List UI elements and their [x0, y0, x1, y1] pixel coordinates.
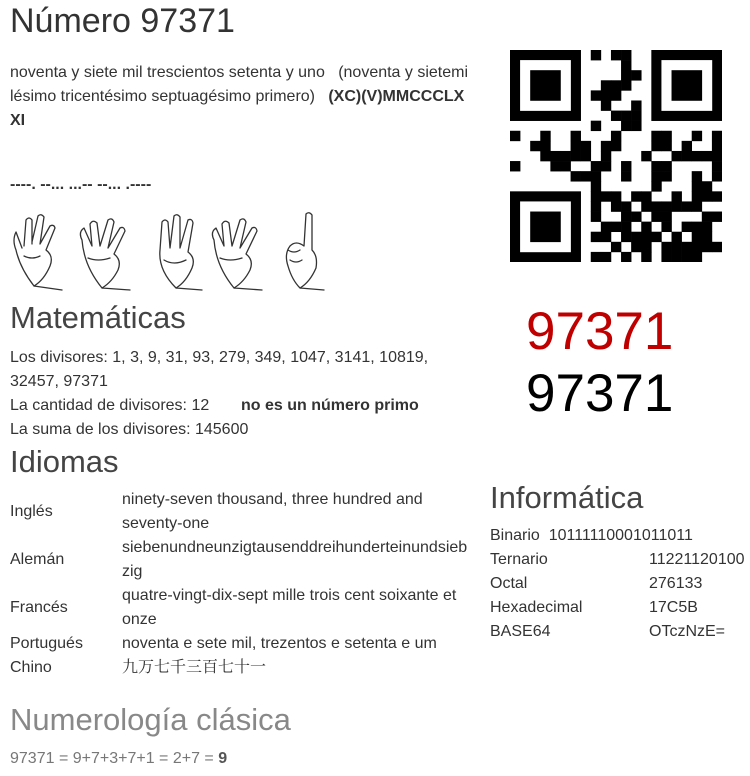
prime-status: no es un número primo [241, 397, 419, 414]
big-number-black: 97371 [526, 364, 674, 423]
hexadecimal-label: Hexadecimal [490, 599, 583, 616]
qr-module [631, 70, 641, 80]
qr-module [591, 161, 601, 171]
qr-module [621, 212, 631, 222]
qr-module [641, 222, 651, 232]
language-text: quatre-vingt-dix-sept mille trois cent soixante et onze [122, 587, 457, 628]
qr-module [540, 141, 550, 151]
qr-module [661, 252, 671, 262]
qr-module [702, 191, 712, 201]
divisors-line [10, 346, 480, 394]
octal-row [490, 572, 745, 596]
qr-module [601, 232, 611, 242]
qr-module [712, 191, 722, 201]
hand-nine-icon [14, 215, 62, 290]
qr-module [641, 151, 651, 161]
qr-module [591, 201, 601, 211]
qr-module [661, 242, 671, 252]
qr-module [692, 171, 702, 181]
qr-module [510, 161, 520, 171]
qr-module [621, 201, 631, 211]
qr-module [601, 141, 611, 151]
qr-module [601, 80, 611, 90]
divisors-label: Los divisores: [10, 349, 108, 366]
hand-seven-icon [212, 219, 262, 290]
binary-value: 10111110001011011 [548, 527, 693, 544]
qr-module [631, 100, 641, 110]
binary-label: Binario [490, 527, 540, 544]
languages-table [10, 488, 472, 680]
qr-module [651, 212, 661, 222]
qr-module [702, 212, 712, 222]
qr-module [611, 141, 621, 151]
qr-module [631, 212, 641, 222]
qr-module [651, 161, 661, 171]
qr-module [672, 242, 682, 252]
language-row [10, 656, 472, 680]
hand-signs [10, 210, 330, 292]
ordinal-words: (noventa y sietemi lésimo tricentésimo septuagésimo primero) [10, 64, 469, 105]
qr-module [651, 131, 661, 141]
qr-module [571, 171, 581, 181]
morse-code: ----. --... ...-- --... .---- [10, 176, 152, 193]
qr-module [611, 201, 621, 211]
qr-module [530, 141, 540, 151]
hand-three-icon [160, 215, 202, 290]
language-text: noventa e sete mil, trezentos e setenta e um [122, 635, 437, 652]
qr-module [601, 90, 611, 100]
qr-module [682, 222, 692, 232]
qr-module [712, 242, 722, 252]
numerology-line [10, 747, 227, 771]
divisor-count-label: La cantidad de divisores: [10, 397, 187, 414]
qr-module [682, 141, 692, 151]
qr-module [682, 201, 692, 211]
qr-module [611, 90, 621, 100]
qr-module [712, 212, 722, 222]
language-row [10, 632, 472, 656]
qr-module [621, 252, 631, 262]
numerology-heading: Numerología clásica [10, 702, 291, 737]
qr-module [560, 151, 570, 161]
numerology-expression: 97371 = 9+7+3+7+1 = 2+7 = [10, 750, 219, 767]
qr-module [601, 252, 611, 262]
qr-module [682, 242, 692, 252]
qr-code [510, 50, 722, 262]
qr-module [621, 222, 631, 232]
qr-module [682, 151, 692, 161]
number-words [10, 61, 475, 133]
qr-module [641, 191, 651, 201]
qr-module [611, 111, 621, 121]
qr-module [631, 191, 641, 201]
qr-module [692, 131, 702, 141]
qr-code-image [510, 50, 722, 262]
qr-module [571, 131, 581, 141]
ternary-label: Ternario [490, 551, 548, 568]
qr-module [601, 222, 611, 232]
qr-module [641, 252, 651, 262]
qr-module [651, 232, 661, 242]
qr-module [621, 121, 631, 131]
qr-module [672, 232, 682, 242]
qr-module [571, 151, 581, 161]
hand-one-icon [286, 213, 324, 290]
qr-module [631, 242, 641, 252]
qr-module [631, 121, 641, 131]
qr-module [651, 181, 661, 191]
qr-module [591, 171, 601, 181]
qr-module [672, 70, 703, 101]
qr-module [672, 151, 682, 161]
language-row [10, 488, 472, 536]
qr-module [581, 151, 591, 161]
qr-module [692, 252, 702, 262]
qr-module [621, 70, 631, 80]
languages-heading: Idiomas [10, 444, 119, 479]
qr-module [621, 60, 631, 70]
qr-module [692, 201, 702, 211]
qr-module [540, 131, 550, 141]
hand-sign-icons [10, 210, 330, 292]
qr-module [591, 191, 601, 201]
qr-module [540, 151, 550, 161]
qr-module [611, 191, 621, 201]
octal-value: 276133 [649, 575, 703, 592]
qr-module [591, 90, 601, 100]
language-name: Inglés [10, 503, 53, 520]
qr-module [601, 161, 611, 171]
qr-module [601, 191, 611, 201]
numerology-result: 9 [218, 750, 228, 767]
language-name: Chino [10, 659, 52, 676]
qr-module [692, 191, 702, 201]
qr-module [601, 151, 611, 161]
qr-module [591, 181, 601, 191]
qr-module [712, 171, 722, 181]
qr-module [581, 171, 591, 181]
binary-row [490, 524, 740, 548]
qr-module [651, 171, 661, 181]
hand-seven-icon [80, 219, 130, 290]
qr-module [692, 232, 702, 242]
roman-numeral: (XC)(V)MMCCCLX XI [10, 88, 465, 129]
base64-label: BASE64 [490, 623, 551, 640]
page-title: Número 97371 [10, 2, 235, 40]
qr-module [672, 191, 682, 201]
qr-module [661, 201, 671, 211]
qr-module [692, 222, 702, 232]
qr-module [672, 201, 682, 211]
qr-module [661, 171, 671, 181]
qr-module [621, 232, 631, 242]
language-row [10, 584, 472, 632]
qr-module [692, 151, 702, 161]
divisor-count-line [10, 394, 209, 418]
qr-module [682, 252, 692, 262]
language-name: Francés [10, 599, 68, 616]
qr-module [631, 232, 641, 242]
qr-module [560, 161, 570, 171]
big-number-red: 97371 [526, 302, 674, 361]
qr-module [591, 121, 601, 131]
octal-label: Octal [490, 575, 528, 592]
qr-module [702, 181, 712, 191]
qr-module [530, 212, 561, 243]
qr-module [530, 70, 561, 101]
qr-module [661, 141, 671, 151]
ternary-value: 11221120100 [649, 551, 745, 568]
qr-module [672, 252, 682, 262]
qr-module [712, 141, 722, 151]
divisor-sum-label: La suma de los divisores: [10, 421, 191, 438]
qr-module [661, 212, 671, 222]
qr-module [611, 242, 621, 252]
hexadecimal-value: 17C5B [649, 599, 698, 616]
qr-module [661, 222, 671, 232]
base64-row [490, 620, 745, 644]
qr-module [692, 242, 702, 252]
qr-module [611, 131, 621, 141]
qr-module [591, 232, 601, 242]
qr-module [712, 161, 722, 171]
language-row [10, 536, 472, 584]
qr-module [702, 242, 712, 252]
qr-module [581, 141, 591, 151]
qr-module [621, 50, 631, 60]
qr-module [571, 141, 581, 151]
qr-module [712, 131, 722, 141]
divisor-sum-line [10, 418, 248, 442]
divisor-sum-value: 145600 [194, 421, 249, 438]
qr-module [611, 80, 621, 90]
qr-module [661, 131, 671, 141]
qr-module [591, 50, 601, 60]
qr-module [641, 232, 651, 242]
language-name: Portugués [10, 635, 83, 652]
language-text: 九万七千三百七十一 [122, 659, 267, 676]
qr-module [661, 161, 671, 171]
qr-module [621, 171, 631, 181]
qr-module [550, 161, 560, 171]
cardinal-words: noventa y siete mil trescientos setenta y uno [10, 64, 325, 81]
qr-module [621, 111, 631, 121]
base64-value: OTczNzE= [649, 623, 726, 640]
hexadecimal-row [490, 596, 745, 620]
qr-module [651, 201, 661, 211]
qr-module [621, 161, 631, 171]
language-text: ninety-seven thousand, three hundred and seventy-one [122, 491, 423, 532]
divisors-value: 1, 3, 9, 31, 93, 279, 349, 1047, 3141, 10819, 32457, 97371 [10, 349, 429, 390]
ternary-row [490, 548, 745, 572]
qr-module [712, 151, 722, 161]
qr-module [702, 151, 712, 161]
qr-module [651, 141, 661, 151]
qr-module [611, 50, 621, 60]
qr-module [591, 252, 601, 262]
qr-module [510, 131, 520, 141]
qr-module [591, 212, 601, 222]
qr-module [641, 201, 651, 211]
language-name: Alemán [10, 551, 65, 568]
qr-module [641, 242, 651, 252]
qr-module [621, 80, 631, 90]
language-text: siebenundneunzigtausenddreihunderteinundsieb zig [122, 539, 468, 580]
qr-module [611, 222, 621, 232]
divisor-count-value: 12 [191, 397, 210, 414]
qr-module [692, 181, 702, 191]
computing-heading: Informática [490, 480, 644, 515]
qr-module [702, 222, 712, 232]
qr-module [601, 100, 611, 110]
qr-module [702, 232, 712, 242]
math-heading: Matemáticas [10, 300, 186, 335]
qr-module [550, 151, 560, 161]
qr-module [631, 111, 641, 121]
